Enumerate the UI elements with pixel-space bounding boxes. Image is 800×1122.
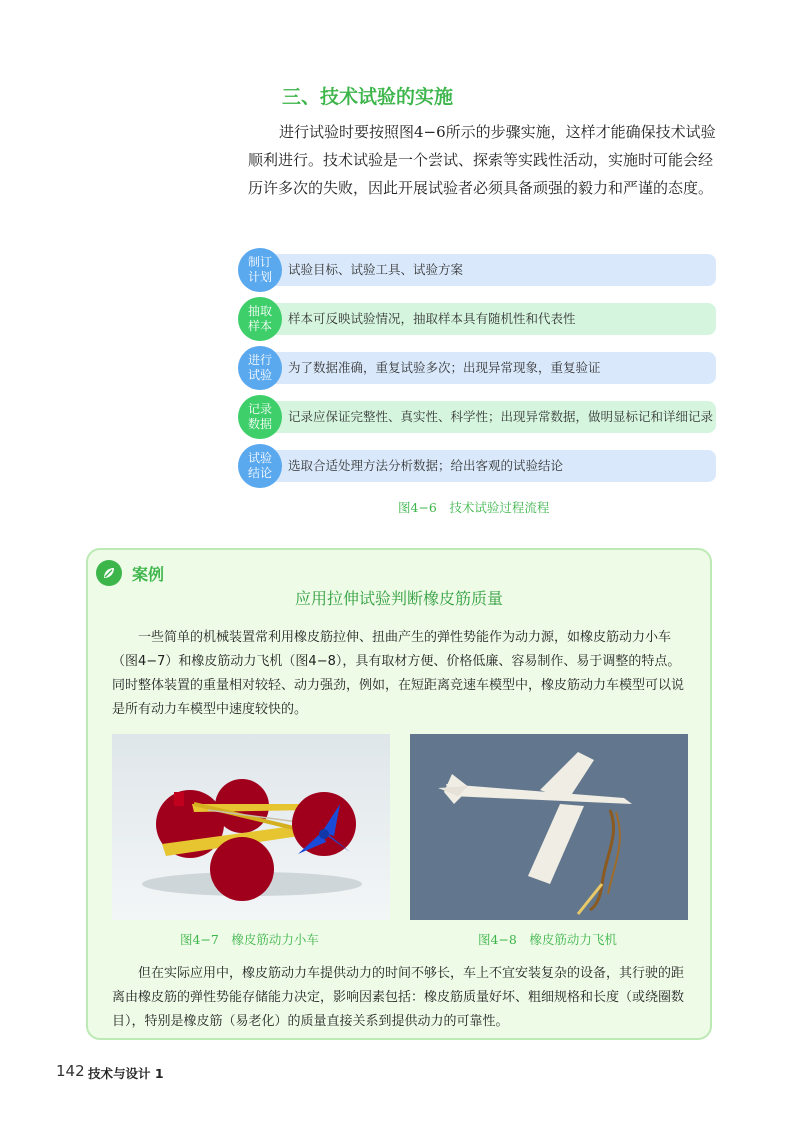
section-title: 三、技术试验的实施 [282,86,454,108]
figure-caption-4-6: 图4−6 技术试验过程流程 [398,500,550,515]
rubber-band-plane-photo [410,734,688,920]
flow-step-plan [238,248,718,294]
leaf-icon [96,560,122,586]
flow-step-label: 抽取样本 [238,297,282,341]
intro-paragraph: 进行试验时要按照图4−6所示的步骤实施，这样才能确保技术试验顺利进行。技术试验是一个尝试、探索等实践性活动，实施时可能会经历许多次的失败，因此开展试验者必须具备顽强的毅力和严谨的态度。 [248,123,716,197]
flow-step-sample [238,297,718,343]
case-label: 案例 [132,565,165,584]
figure-caption-4-8: 图4−8 橡皮筋动力飞机 [478,932,617,947]
flow-step-text: 样本可反映试验情况，抽取样本具有随机性和代表性 [288,311,576,326]
flow-step-text: 为了数据准确，重复试验多次；出现异常现象，重复验证 [288,360,601,375]
flow-step-text: 记录应保证完整性、真实性、科学性；出现异常数据，做明显标记和详细记录 [288,409,714,424]
flow-step-conclusion [238,444,718,490]
rubber-band-car-photo [112,734,390,920]
case-paragraph-2: 但在实际应用中，橡皮筋动力车提供动力的时间不够长，车上不宜安装复杂的设备，其行驶的距离由橡皮筋的弹性势能存储能力决定，影响因素包括：橡皮筋质量好坏、粗细规格和长度（或绕圈数目），特别是橡皮筋（易老化）的质量直接关系到提供动力的可靠性。 [112,966,685,1029]
case-title: 应用拉伸试验判断橡皮筋质量 [294,589,503,608]
flow-step-label: 试验结论 [238,444,282,488]
flow-step-text: 选取合适处理方法分析数据；给出客观的试验结论 [288,458,564,473]
flow-step-test [238,346,718,392]
flow-step-label: 进行试验 [238,346,282,390]
flow-step-text: 试验目标、试验工具、试验方案 [288,262,464,277]
flow-step-record [238,395,718,441]
page-number: 142 [56,1062,85,1080]
flow-step-label: 制订计划 [238,248,282,292]
case-box [86,548,712,1040]
book-title: 技术与设计 1 [88,1066,164,1081]
flow-step-label: 记录数据 [238,395,282,439]
case-paragraph-1: 一些简单的机械装置常利用橡皮筋拉伸、扭曲产生的弹性势能作为动力源，如橡皮筋动力小车（图4−7）和橡皮筋动力飞机（图4−8），具有取材方便、价格低廉、容易制作、易于调整的特点。同时整体装置的重量相对较轻、动力强劲，例如，在短距离竞速车模型中，橡皮筋动力车模型可以说是所有动力车模型中速度较快的。 [112,630,685,717]
figure-caption-4-7: 图4−7 橡皮筋动力小车 [180,932,319,947]
